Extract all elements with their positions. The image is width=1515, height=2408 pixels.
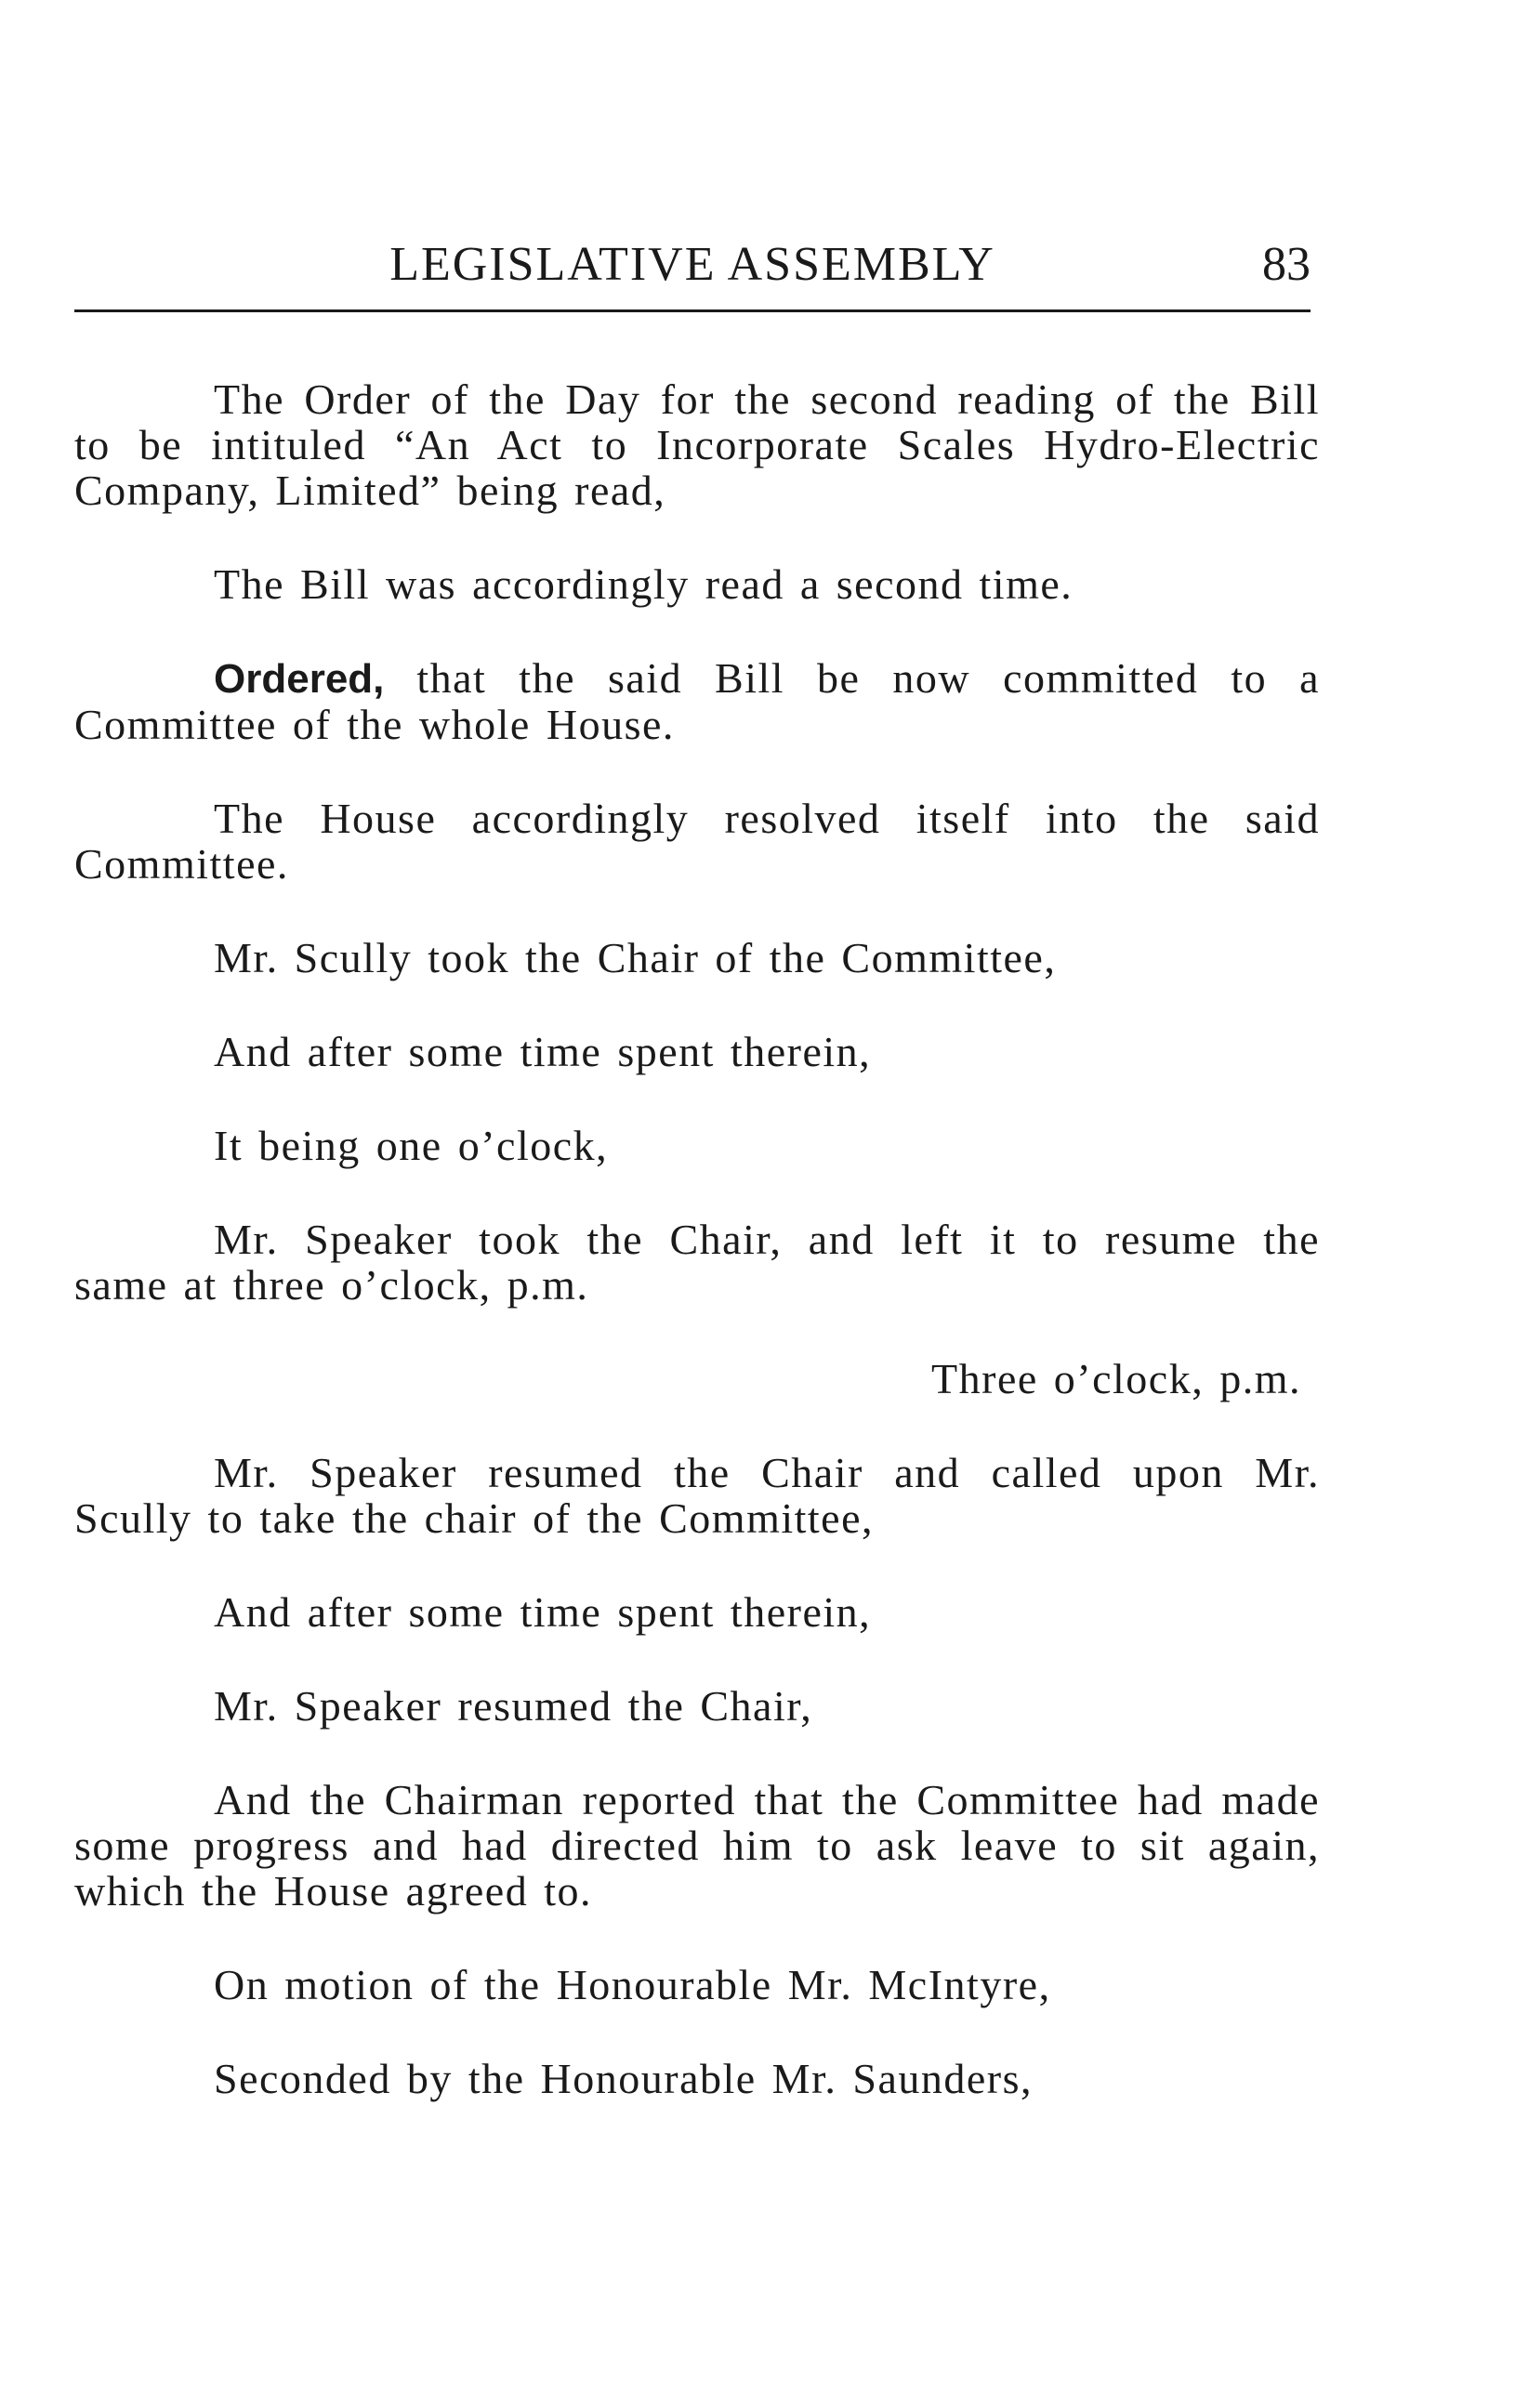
paragraph-speaker-resumed: Mr. Speaker resumed the Chair, bbox=[214, 1682, 813, 1730]
paragraph-scully-chair: Mr. Scully took the Chair of the Committee, bbox=[214, 934, 1057, 981]
paragraph-three-oclock: Three o’clock, p.m. bbox=[931, 1355, 1301, 1402]
ordered-lead: Ordered, bbox=[214, 656, 385, 702]
paragraph-second-reading: The Bill was accordingly read a second time. bbox=[214, 560, 1074, 608]
paragraph-one-oclock: It being one o’clock, bbox=[214, 1122, 609, 1169]
page-number: 83 bbox=[1262, 238, 1311, 291]
paragraph-chairman-reported: And the Chairman reported that the Committee had made some progress and had directed him to ask leave to sit again, which the House agreed to. bbox=[74, 1776, 1320, 1915]
paragraph-time-spent-1: And after some time spent therein, bbox=[214, 1028, 872, 1075]
running-header bbox=[74, 237, 1311, 293]
body-text bbox=[74, 376, 1320, 2150]
paragraph-order-of-day: The Order of the Day for the second reading of the Bill to be intituled “An Act to Incorporate Scales Hydro-Electric Company, Limited” being read, bbox=[74, 375, 1320, 514]
paragraph-time-spent-2: And after some time spent therein, bbox=[214, 1588, 872, 1636]
ordered-rest: that the said Bill be now committed to a Committee of the whole House. bbox=[74, 654, 1320, 748]
paragraph-motion: On motion of the Honourable Mr. McIntyre, bbox=[214, 1961, 1051, 2008]
paragraph-speaker-resumed-called: Mr. Speaker resumed the Chair and called upon Mr. Scully to take the chair of the Committee, bbox=[74, 1449, 1320, 1542]
paragraph-house-resolved: The House accordingly resolved itself into the said Committee. bbox=[74, 795, 1320, 888]
paragraph-speaker-took-chair: Mr. Speaker took the Chair, and left it to resume the same at three o’clock, p.m. bbox=[74, 1216, 1320, 1309]
header-rule bbox=[74, 309, 1311, 312]
paragraph-seconded: Seconded by the Honourable Mr. Saunders, bbox=[214, 2055, 1034, 2102]
paragraph-ordered bbox=[74, 655, 1320, 747]
header-title: LEGISLATIVE ASSEMBLY bbox=[389, 238, 995, 291]
